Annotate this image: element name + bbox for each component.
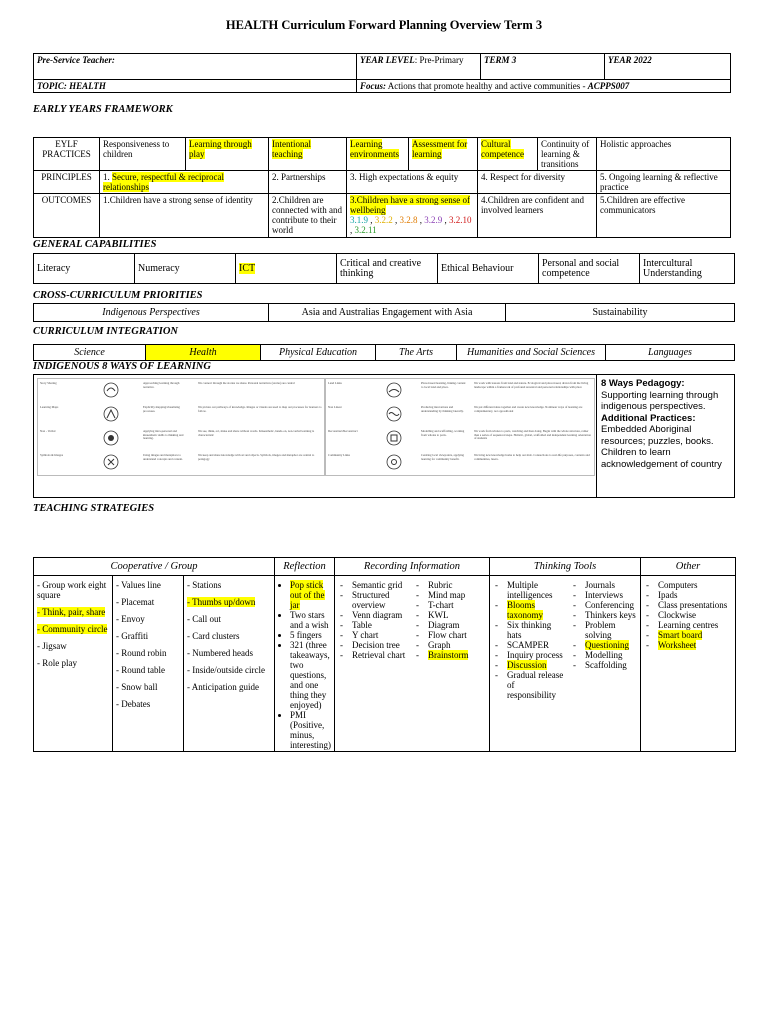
coop-col3 bbox=[184, 576, 275, 752]
outcome-4: 4.Children are confident and involved learners bbox=[478, 194, 597, 238]
priorities-table bbox=[33, 303, 735, 322]
thinking-item bbox=[493, 660, 565, 670]
eyf-table bbox=[33, 137, 731, 238]
outcome-1: 1.Children have a strong sense of identity bbox=[100, 194, 269, 238]
coop-item: - Snow ball bbox=[116, 682, 158, 692]
principles-label: PRINCIPLES bbox=[34, 171, 100, 194]
coop-item bbox=[187, 597, 271, 607]
other-item: - Clockwise bbox=[644, 610, 732, 620]
coop-item: - Card clusters bbox=[187, 631, 240, 641]
way-detail: We bring new knowledge home to help our mob. Connections to real-life purposes, contexts and communities, lasers. bbox=[474, 453, 590, 461]
thinking-item: - Thinkers keys bbox=[571, 610, 637, 620]
recording-item: - Decision tree bbox=[338, 640, 408, 650]
thinking-item: - Six thinking hats bbox=[493, 620, 565, 640]
coop-item: - Group work eight square bbox=[37, 580, 107, 600]
teaching-table bbox=[33, 557, 736, 752]
integration-arts: The Arts bbox=[376, 345, 457, 361]
way-desc: Using images and metaphors to understand concepts and content. bbox=[143, 453, 183, 461]
thinking-item bbox=[493, 600, 565, 620]
outcome-2: 2.Children are connected with and contribute to their world bbox=[269, 194, 347, 238]
outcome-code: 3.2.11 bbox=[354, 225, 377, 235]
eylf-practices-label: EYLF PRACTICES bbox=[34, 138, 100, 171]
header-recording: Recording Information bbox=[334, 558, 489, 576]
way-name: Land Links bbox=[328, 381, 342, 385]
reflection-col bbox=[275, 576, 335, 752]
practice-continuity: Continuity of learning & transitions bbox=[538, 138, 597, 171]
coop-item: - Placemat bbox=[116, 597, 155, 607]
recording-item: - Rubric bbox=[414, 580, 486, 590]
thinking-col1 bbox=[489, 576, 568, 752]
practice-holistic: Holistic approaches bbox=[597, 138, 731, 171]
focus-label: Focus: bbox=[360, 81, 387, 91]
reflection-item: • PMI (Positive, minus, interesting) bbox=[290, 710, 331, 750]
thinking-item: - Journals bbox=[571, 580, 637, 590]
coop-item: - Round table bbox=[116, 665, 165, 675]
practice-play-text: Learning through play bbox=[189, 139, 252, 159]
integration-table bbox=[33, 344, 735, 361]
pedagogy-notes bbox=[601, 378, 731, 470]
way-name: Non Linear bbox=[328, 405, 342, 409]
integration-languages: Languages bbox=[606, 345, 735, 361]
coop-item bbox=[37, 624, 109, 634]
capabilities-heading: GENERAL CAPABILITIES bbox=[33, 239, 157, 250]
recording-item: - Graph bbox=[414, 640, 486, 650]
coop-item: - Inside/outside circle bbox=[187, 665, 265, 675]
teaching-heading: TEACHING STRATEGIES bbox=[33, 503, 155, 514]
capability-ict-text: ICT bbox=[239, 262, 256, 274]
practice-environments bbox=[347, 138, 409, 171]
thinking-item bbox=[571, 640, 637, 650]
additional-text: Embedded Aboriginal resources; puzzles, books. Children to learn acknowledgement of country bbox=[601, 424, 722, 470]
coop-item-text: - Thumbs up/down bbox=[187, 597, 256, 607]
teacher-label: Pre-Service Teacher: bbox=[34, 54, 357, 80]
coop-item: - Jigsaw bbox=[37, 641, 67, 651]
priority-sustainability: Sustainability bbox=[506, 304, 735, 322]
term-label: TERM 3 bbox=[481, 54, 605, 80]
way-row bbox=[326, 429, 594, 449]
capability-ict bbox=[236, 254, 337, 284]
recording-item: - Flow chart bbox=[414, 630, 486, 640]
coop-item: - Stations bbox=[187, 580, 222, 590]
map-icon bbox=[103, 406, 119, 422]
practice-assessment bbox=[409, 138, 478, 171]
thinking-item: - Inquiry process bbox=[493, 650, 565, 660]
way-row bbox=[38, 453, 324, 473]
way-detail: We work from wholes to parts, watching and then doing. Begin with the whole structure, rather than a series of sequenced steps. Holistic, global, scaffolded and independent learning orientation of students bbox=[474, 429, 591, 440]
pedagogy-title: 8 Ways Pedagogy: bbox=[601, 378, 685, 389]
recording-item: - Retrieval chart bbox=[338, 650, 408, 660]
year-level-label: YEAR LEVEL bbox=[360, 55, 415, 65]
coop-item-text: - Community circle bbox=[37, 624, 108, 634]
year-label: YEAR 2022 bbox=[605, 54, 731, 80]
way-row bbox=[38, 381, 324, 401]
reflection-item-text: Pop stick out of the jar bbox=[290, 580, 325, 610]
thinking-item: - Interviews bbox=[571, 590, 637, 600]
recording-col2 bbox=[411, 576, 490, 752]
way-name: Symbols & Images bbox=[40, 453, 63, 457]
header-thinking: Thinking Tools bbox=[489, 558, 640, 576]
coop-item bbox=[37, 607, 109, 617]
ways-chart-left bbox=[37, 378, 325, 476]
practice-assessment-text: Assessment for learning bbox=[412, 139, 468, 159]
recording-col1 bbox=[334, 576, 411, 752]
practice-intentional-text: Intentional teaching bbox=[272, 139, 311, 159]
recording-item: - KWL bbox=[414, 610, 486, 620]
outcome-code: 3.2.10 bbox=[449, 215, 472, 225]
symbol-icon bbox=[103, 454, 119, 470]
coop-col1 bbox=[34, 576, 113, 752]
thinking-item: - SCAMPER bbox=[493, 640, 565, 650]
principle-2: 2. Partnerships bbox=[269, 171, 347, 194]
coop-item: - Round robin bbox=[116, 648, 167, 658]
capability-critical: Critical and creative thinking bbox=[337, 254, 438, 284]
outcome-code: 3.2.8 bbox=[399, 215, 418, 225]
way-desc: Modelling and scaffolding, working from wholes to parts. bbox=[421, 429, 465, 437]
other-col bbox=[640, 576, 735, 752]
way-detail: We put different ideas together and create new knowledge. Nonlinear ways of learning are complementary, not oppositional bbox=[474, 405, 583, 413]
integration-heading: CURRICULUM INTEGRATION bbox=[33, 326, 178, 337]
thinking-item: - Scaffolding bbox=[571, 660, 637, 670]
capability-literacy: Literacy bbox=[34, 254, 135, 284]
thinking-item: - Gradual release of responsibility bbox=[493, 670, 565, 700]
way-detail: We connect through the stories we share. Personal narratives (stories) are central bbox=[198, 381, 295, 385]
coop-item: - Role play bbox=[37, 658, 77, 668]
outcome-3: 3.Children have a strong sense of wellbeing 3.1.9 , 3.2.2 , 3.2.8 , 3.2.9 , 3.2.10 , 3.2.11 bbox=[347, 194, 478, 238]
outcome-code: 3.2.9 bbox=[424, 215, 443, 225]
thinking-col2 bbox=[568, 576, 641, 752]
outcome-5: 5.Children are effective communicators bbox=[597, 194, 731, 238]
coop-item: - Envoy bbox=[116, 614, 145, 624]
recording-item: - T-chart bbox=[414, 600, 486, 610]
recording-item: - Y chart bbox=[338, 630, 408, 640]
ways-chart-right bbox=[325, 378, 595, 476]
principle-1-number: 1. bbox=[103, 172, 112, 182]
header-reflection: Reflection bbox=[275, 558, 335, 576]
principle-1-text: Secure, respectful & reciprocal relationships bbox=[103, 172, 224, 192]
recording-item-text: Brainstorm bbox=[427, 650, 469, 660]
other-item: - Ipads bbox=[644, 590, 732, 600]
way-desc: Approaching learning through narrative. bbox=[143, 381, 180, 389]
way-row bbox=[38, 429, 324, 449]
integration-pe: Physical Education bbox=[261, 345, 376, 361]
priorities-heading: CROSS-CURRICULUM PRIORITIES bbox=[33, 290, 203, 301]
practice-cultural-text: Cultural competence bbox=[481, 139, 524, 159]
way-desc: Producing innovations and understanding by thinking laterally. bbox=[421, 405, 464, 413]
year-level-cell bbox=[357, 54, 481, 80]
thinking-item: - Modelling bbox=[571, 650, 637, 660]
outcome-code: 3.1.9 bbox=[350, 215, 368, 225]
capability-personal: Personal and social competence bbox=[539, 254, 640, 284]
practice-environments-text: Learning environments bbox=[350, 139, 399, 159]
thinking-item-text: Blooms taxonomy bbox=[506, 600, 543, 620]
coop-item: - Graffiti bbox=[116, 631, 149, 641]
outcome-3-text: 3.Children have a strong sense of wellbeing bbox=[350, 195, 470, 215]
way-desc: Place-based learning, linking content to local land and place. bbox=[421, 381, 466, 389]
header-table bbox=[33, 53, 731, 93]
way-row bbox=[38, 405, 324, 425]
other-item bbox=[644, 630, 732, 640]
practice-responsiveness: Responsiveness to children bbox=[100, 138, 186, 171]
coop-item: - Call out bbox=[187, 614, 221, 624]
capability-numeracy: Numeracy bbox=[135, 254, 236, 284]
coop-col2 bbox=[113, 576, 184, 752]
way-name: Story Sharing bbox=[40, 381, 57, 385]
thinking-item: - Conferencing bbox=[571, 600, 637, 610]
reflection-item bbox=[290, 580, 331, 610]
priority-indigenous: Indigenous Perspectives bbox=[34, 304, 269, 322]
principle-4: 4. Respect for diversity bbox=[478, 171, 597, 194]
speech-icon bbox=[103, 382, 119, 398]
header-cooperative: Cooperative / Group bbox=[34, 558, 275, 576]
coop-item: - Numbered heads bbox=[187, 648, 253, 658]
way-desc: Applying intra-personal and kinaesthetic skills to thinking and learning. bbox=[143, 429, 184, 440]
practice-cultural bbox=[478, 138, 538, 171]
blocks-icon bbox=[386, 430, 402, 446]
way-name: Non - Verbal bbox=[40, 429, 56, 433]
other-item: - Computers bbox=[644, 580, 732, 590]
pedagogy-text: Supporting learning through indigenous perspectives. bbox=[601, 389, 719, 412]
way-detail: We see, think, act, make and share without words. Kinaesthetic, hands-on, non-verbal learning is characteristic bbox=[198, 429, 315, 437]
focus-text: Actions that promote healthy and active communities - bbox=[386, 81, 588, 91]
hand-icon bbox=[103, 430, 119, 446]
way-name: Community Links bbox=[328, 453, 350, 457]
way-row bbox=[326, 381, 594, 401]
way-detail: We work with lessons from land and nature. Ecological and place-based, drawn from the living landscape within a framework of profound ancestral and personal relationships with place bbox=[474, 381, 589, 389]
recording-item: - Diagram bbox=[414, 620, 486, 630]
way-row bbox=[326, 405, 594, 425]
capability-intercultural: Intercultural Understanding bbox=[640, 254, 735, 284]
recording-item: - Structured overview bbox=[338, 590, 408, 610]
reflection-item: • 5 fingers bbox=[290, 630, 331, 640]
land-icon bbox=[386, 382, 402, 398]
header-other: Other bbox=[640, 558, 735, 576]
recording-item: - Mind map bbox=[414, 590, 486, 600]
capabilities-table bbox=[33, 253, 735, 284]
way-detail: We keep and share knowledge with art and objects. Symbols, images and metaphor are central to pedagogy bbox=[198, 453, 315, 461]
recording-item bbox=[414, 650, 486, 660]
other-item-text: Smart board bbox=[657, 630, 703, 640]
recording-item: - Semantic grid bbox=[338, 580, 408, 590]
thinking-item-text: Questioning bbox=[584, 640, 629, 650]
year-level-value: : Pre-Primary bbox=[414, 55, 464, 65]
coop-item: - Debates bbox=[116, 699, 151, 709]
thinking-item-text: Discussion bbox=[506, 660, 547, 670]
focus-code: ACPPS007 bbox=[587, 81, 630, 91]
way-name: Deconstruct/Reconstruct bbox=[328, 429, 358, 433]
integration-science: Science bbox=[34, 345, 146, 361]
principle-1 bbox=[100, 171, 269, 194]
other-item-text: Worksheet bbox=[657, 640, 697, 650]
eyf-heading: EARLY YEARS FRAMEWORK bbox=[33, 104, 173, 115]
outcome-code: 3.2.2 bbox=[374, 215, 393, 225]
way-desc: Explicitly mapping/visualising processes. bbox=[143, 405, 180, 413]
other-item: - Learning centres bbox=[644, 620, 732, 630]
page-title: HEALTH Curriculum Forward Planning Overview Term 3 bbox=[225, 18, 543, 32]
other-item: - Class presentations bbox=[644, 600, 732, 610]
wave-icon bbox=[386, 406, 402, 422]
capability-ethical: Ethical Behaviour bbox=[438, 254, 539, 284]
reflection-item: • Two stars and a wish bbox=[290, 610, 331, 630]
principle-5: 5. Ongoing learning & reflective practice bbox=[597, 171, 731, 194]
coop-item: - Anticipation guide bbox=[187, 682, 259, 692]
practice-intentional bbox=[269, 138, 347, 171]
topic-label: TOPIC: HEALTH bbox=[34, 80, 357, 93]
coop-item-text: - Think, pair, share bbox=[37, 607, 106, 617]
additional-title: Additional Practices: bbox=[601, 412, 696, 424]
priority-asia: Asia and Australias Engagement with Asia bbox=[269, 304, 506, 322]
outcomes-label: OUTCOMES bbox=[34, 194, 100, 238]
way-row bbox=[326, 453, 594, 473]
thinking-item: - Multiple intelligences bbox=[493, 580, 565, 600]
ways-box bbox=[33, 374, 735, 498]
reflection-item: • 321 (three takeaways, two questions, and one thing they enjoyed) bbox=[290, 640, 331, 710]
integration-hass: Humanities and Social Sciences bbox=[457, 345, 606, 361]
community-icon bbox=[386, 454, 402, 470]
thinking-item: - Problem solving bbox=[571, 620, 637, 640]
recording-item: - Venn diagram bbox=[338, 610, 408, 620]
way-desc: Centring local viewpoints, applying learning for community benefit. bbox=[421, 453, 464, 461]
ways-heading: INDIGENOUS 8 WAYS OF LEARNING bbox=[33, 361, 211, 372]
ways-divider bbox=[596, 375, 597, 497]
other-item bbox=[644, 640, 732, 650]
coop-item: - Values line bbox=[116, 580, 161, 590]
way-name: Learning Maps bbox=[40, 405, 59, 409]
practice-play bbox=[186, 138, 269, 171]
integration-health: Health bbox=[146, 345, 261, 361]
principle-3: 3. High expectations & equity bbox=[347, 171, 478, 194]
focus-cell bbox=[357, 80, 731, 93]
way-detail: We picture our pathways of knowledge. Images or visuals are used to map out processes for learners to follow. bbox=[198, 405, 322, 413]
recording-item: - Table bbox=[338, 620, 408, 630]
